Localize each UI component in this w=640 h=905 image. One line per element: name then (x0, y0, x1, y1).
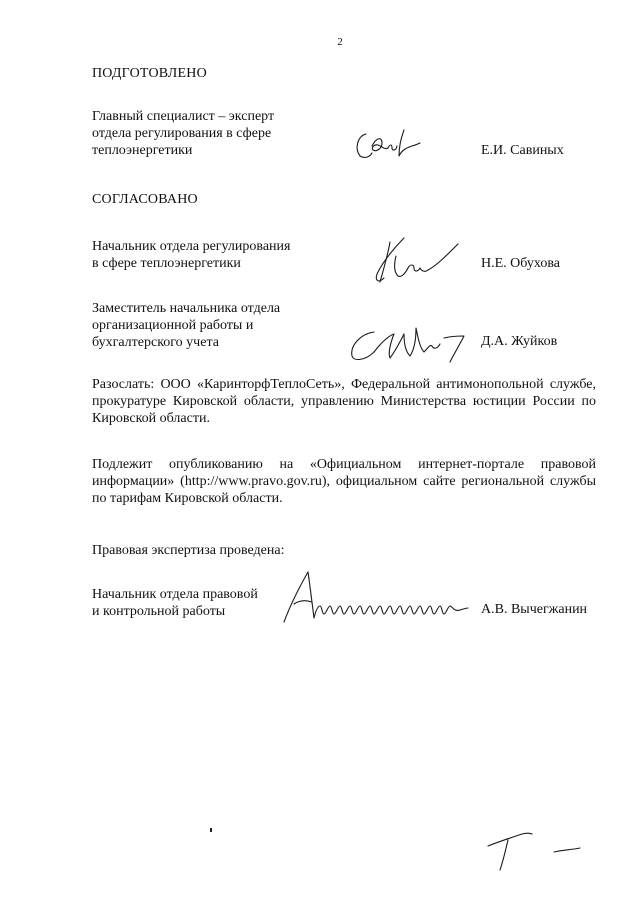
position-line: Начальник отдела правовой (92, 587, 258, 602)
scan-speck (210, 828, 212, 832)
position-line: организационной работы и (92, 318, 254, 333)
position-line: отдела регулирования в сфере (92, 126, 272, 141)
signer-2-name: Д.А. Жуйков (481, 334, 558, 349)
page-number: 2 (337, 36, 343, 48)
signer-1-name: Н.Е. Обухова (481, 256, 560, 271)
signature-obukhova (364, 236, 464, 288)
legal-review-statement: Правовая экспертиза проведена: (92, 543, 285, 558)
distribution-paragraph: Разослать: ООО «КаринторфТеплоСеть», Федеральной антимонопольной службе, прокуратуре Кировской области, управлению Министерства юстиции России по Кировской области. (92, 377, 596, 426)
position-line: Главный специалист – эксперт (92, 109, 275, 124)
position-line: бухгалтерского учета (92, 335, 219, 350)
position-line: теплоэнергетики (92, 143, 193, 158)
position-line: Заместитель начальника отдела (92, 301, 281, 316)
signer-1-position (92, 238, 322, 272)
agreed-heading: СОГЛАСОВАНО (92, 192, 198, 207)
publication-paragraph: Подлежит опубликованию на «Официальном интернет-портале правовой информации» (http://www.pravo.gov.ru), официальном сайте региональной службы по тарифам Кировской области. (92, 457, 596, 506)
signature-savinykh (352, 126, 422, 162)
prepared-name: Е.И. Савиных (481, 143, 564, 158)
signature-zhuikov (344, 320, 468, 366)
prepared-heading: ПОДГОТОВЛЕНО (92, 66, 207, 81)
prepared-position (92, 108, 322, 159)
position-line: и контрольной работы (92, 604, 226, 619)
signature-vychegzhanin (280, 566, 470, 626)
position-line: Начальник отдела регулирования (92, 239, 291, 254)
legal-review-name: А.В. Вычегжанин (481, 602, 588, 617)
signer-2-position (92, 300, 322, 351)
position-line: в сфере теплоэнергетики (92, 256, 241, 271)
initials-mark (486, 826, 582, 872)
